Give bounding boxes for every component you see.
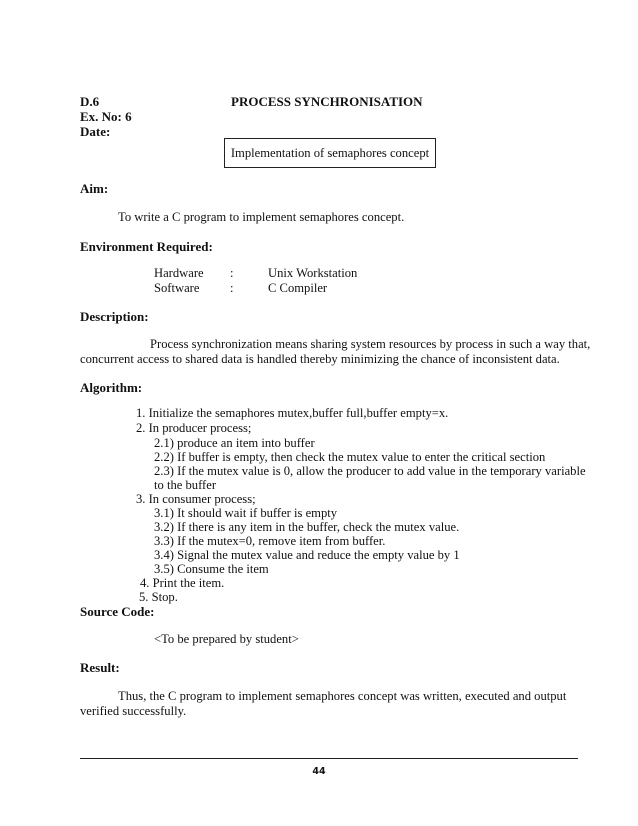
title-box bbox=[224, 138, 436, 168]
env-label: Software bbox=[154, 281, 200, 295]
source-code-placeholder: <To be prepared by student> bbox=[154, 632, 299, 646]
env-value: Unix Workstation bbox=[268, 266, 358, 280]
title-box-text: Implementation of semaphores concept bbox=[230, 145, 430, 160]
env-row-software bbox=[154, 281, 454, 296]
page-title: PROCESS SYNCHRONISATION bbox=[231, 94, 423, 109]
description-line: Process synchronization means sharing system resources by process in such a way that, bbox=[150, 337, 591, 351]
algorithm-substep: 3.2) If there is any item in the buffer, check the mutex value. bbox=[154, 520, 460, 534]
algorithm-substep: 3.5) Consume the item bbox=[154, 562, 269, 576]
algorithm-substep: 3.4) Signal the mutex value and reduce the empty value by 1 bbox=[154, 548, 460, 562]
env-label: Hardware bbox=[154, 266, 204, 280]
environment-heading: Environment Required: bbox=[80, 239, 213, 254]
algorithm-substep: 3.3) If the mutex=0, remove item from buffer. bbox=[154, 534, 386, 548]
env-row-hardware bbox=[154, 266, 454, 281]
env-separator: : bbox=[230, 281, 234, 295]
algorithm-substep: 2.2) If buffer is empty, then check the mutex value to enter the critical section bbox=[154, 450, 546, 464]
algorithm-step: 2. In producer process; bbox=[136, 421, 252, 435]
env-separator: : bbox=[230, 266, 234, 280]
env-value: C Compiler bbox=[268, 281, 328, 295]
description-line: concurrent access to shared data is handled thereby minimizing the chance of inconsistent data. bbox=[80, 352, 560, 366]
algorithm-substep: 2.3) If the mutex value is 0, allow the producer to add value in the temporary variable bbox=[154, 464, 586, 478]
algorithm-heading: Algorithm: bbox=[80, 380, 143, 395]
page-number: 44 bbox=[312, 766, 326, 777]
algorithm-substep: 2.1) produce an item into buffer bbox=[154, 436, 315, 450]
date-label: Date: bbox=[80, 124, 111, 139]
result-heading: Result: bbox=[80, 660, 120, 675]
exercise-number: Ex. No: 6 bbox=[80, 109, 132, 124]
description-heading: Description: bbox=[80, 309, 149, 324]
aim-text: To write a C program to implement semaphores concept. bbox=[118, 210, 405, 224]
algorithm-step: 4. Print the item. bbox=[140, 576, 225, 590]
result-line: Thus, the C program to implement semaphores concept was written, executed and output bbox=[118, 689, 567, 703]
footer-divider bbox=[80, 758, 578, 759]
source-code-heading: Source Code: bbox=[80, 604, 155, 619]
algorithm-step: 5. Stop. bbox=[139, 590, 178, 604]
algorithm-step: 3. In consumer process; bbox=[136, 492, 256, 506]
algorithm-step: 1. Initialize the semaphores mutex,buffer full,buffer empty=x. bbox=[136, 406, 449, 420]
doc-code: D.6 bbox=[80, 94, 100, 109]
algorithm-substep: to the buffer bbox=[154, 478, 217, 492]
algorithm-substep: 3.1) It should wait if buffer is empty bbox=[154, 506, 338, 520]
aim-heading: Aim: bbox=[80, 181, 109, 196]
result-line: verified successfully. bbox=[80, 704, 187, 718]
